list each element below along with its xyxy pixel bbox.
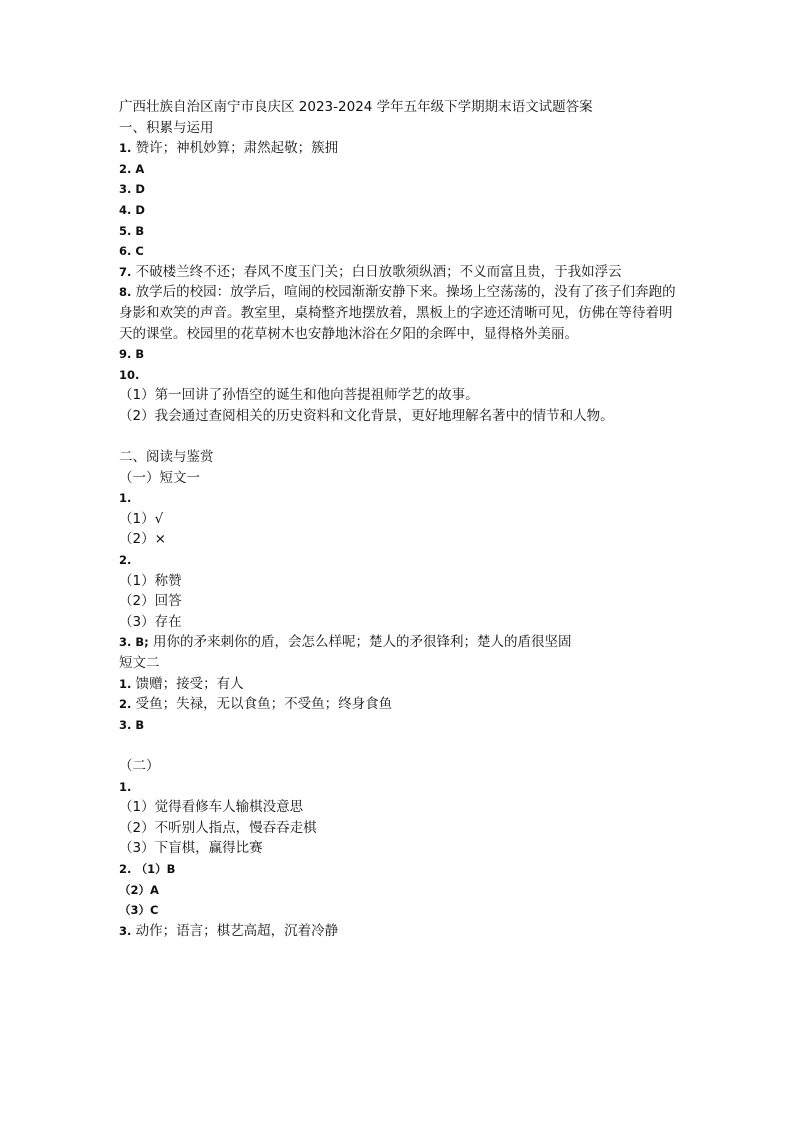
answer-text: 放学后的校园：放学后，喧闹的校园渐渐安静下来。操场上空荡荡的，没有了孩子们奔跑的身影和欢笑的声音。教室里，桌椅整齐地摆放着，黑板上的字迹还清晰可见，仿佛在等待着明天的课堂。校园里的花草树木也安静地沐浴在夕阳的余晖中，显得格外美丽。: [119, 284, 676, 342]
sub-answer: （2）不听别人指点，慢吞吞走棋: [119, 819, 317, 836]
answer-text: 动作；语言；棋艺高超，沉着冷静: [135, 922, 339, 939]
answer-text: 用你的矛来刺你的盾，会怎么样呢；楚人的矛很锋利；楚人的盾很坚固: [153, 634, 572, 651]
section-heading-reading: 二、阅读与鉴赏: [119, 449, 214, 466]
answer-number: 2.: [119, 697, 132, 712]
document-title: 广西壮族自治区南宁市良庆区 2023-2024 学年五年级下学期期末语文试题答案: [119, 99, 593, 115]
spacer: [119, 427, 679, 448]
answer-sheet-content: [119, 97, 679, 941]
sub-answer: （1）第一回讲了孙悟空的诞生和他向菩提祖师学艺的故事。: [119, 387, 479, 404]
sub-answer: （2）×: [119, 531, 166, 548]
sub-answer: （1）称赞: [119, 572, 182, 589]
answer-item: 1.: [119, 779, 132, 794]
answer-number: 1.: [119, 676, 132, 691]
answer-text: （1）B: [135, 861, 176, 876]
answer-item: [119, 921, 679, 942]
sub-answer: （2）我会通过查阅相关的历史资料和文化背景，更好地理解名著中的情节和人物。: [119, 407, 614, 424]
answer-item: 4. D: [119, 202, 145, 217]
answer-item: [119, 859, 679, 880]
answer-item: [119, 674, 679, 695]
answer-number: 1.: [119, 141, 132, 156]
answer-item: 1.: [119, 491, 132, 506]
subsection-heading: 短文二: [119, 655, 160, 672]
answer-text: 赞许；神机妙算；肃然起敬；簇拥: [135, 140, 339, 157]
answer-item: [119, 694, 679, 715]
answer-item: 9. B: [119, 347, 145, 362]
answer-number: 7.: [119, 264, 132, 279]
answer-item: 6. C: [119, 244, 144, 259]
spacer: [119, 735, 679, 756]
answer-item: [119, 138, 679, 159]
sub-answer: （2）A: [119, 882, 159, 897]
answer-item: 10.: [119, 367, 140, 382]
answer-text: 不破楼兰终不还；春风不度玉门关；白日放歌须纵酒；不义而富且贵，于我如浮云: [135, 263, 622, 280]
answer-text: 受鱼；失禄，无以食鱼；不受鱼；终身食鱼: [135, 696, 393, 713]
answer-number: 2.: [119, 861, 132, 876]
answer-item: 2.: [119, 553, 132, 568]
answer-item: 5. B: [119, 223, 145, 238]
answer-item: 3. D: [119, 182, 145, 197]
sub-answer: （3）C: [119, 903, 159, 918]
sub-answer: （3）下盲棋，赢得比赛: [119, 840, 263, 857]
sub-answer: （2）回答: [119, 593, 182, 610]
sub-answer: （1）√: [119, 510, 164, 527]
sub-answer: （3）存在: [119, 613, 182, 630]
subsection-heading: （二）: [119, 758, 160, 774]
subsection-heading: （一）短文一: [119, 469, 200, 486]
answer-item: 3. B: [119, 717, 145, 732]
sub-answer: （1）觉得看修车人输棋没意思: [119, 799, 304, 816]
answer-number: 3.: [119, 923, 132, 938]
answer-number: 8.: [119, 285, 132, 300]
answer-item: 2. A: [119, 161, 145, 176]
section-heading-accumulation: 一、积累与运用: [119, 119, 214, 136]
answer-item: [119, 632, 679, 653]
answer-number: 3. B;: [119, 635, 149, 650]
answer-item: [119, 262, 679, 283]
answer-item-paragraph: [119, 282, 679, 344]
answer-text: 馈赠；接受；有人: [135, 675, 244, 692]
